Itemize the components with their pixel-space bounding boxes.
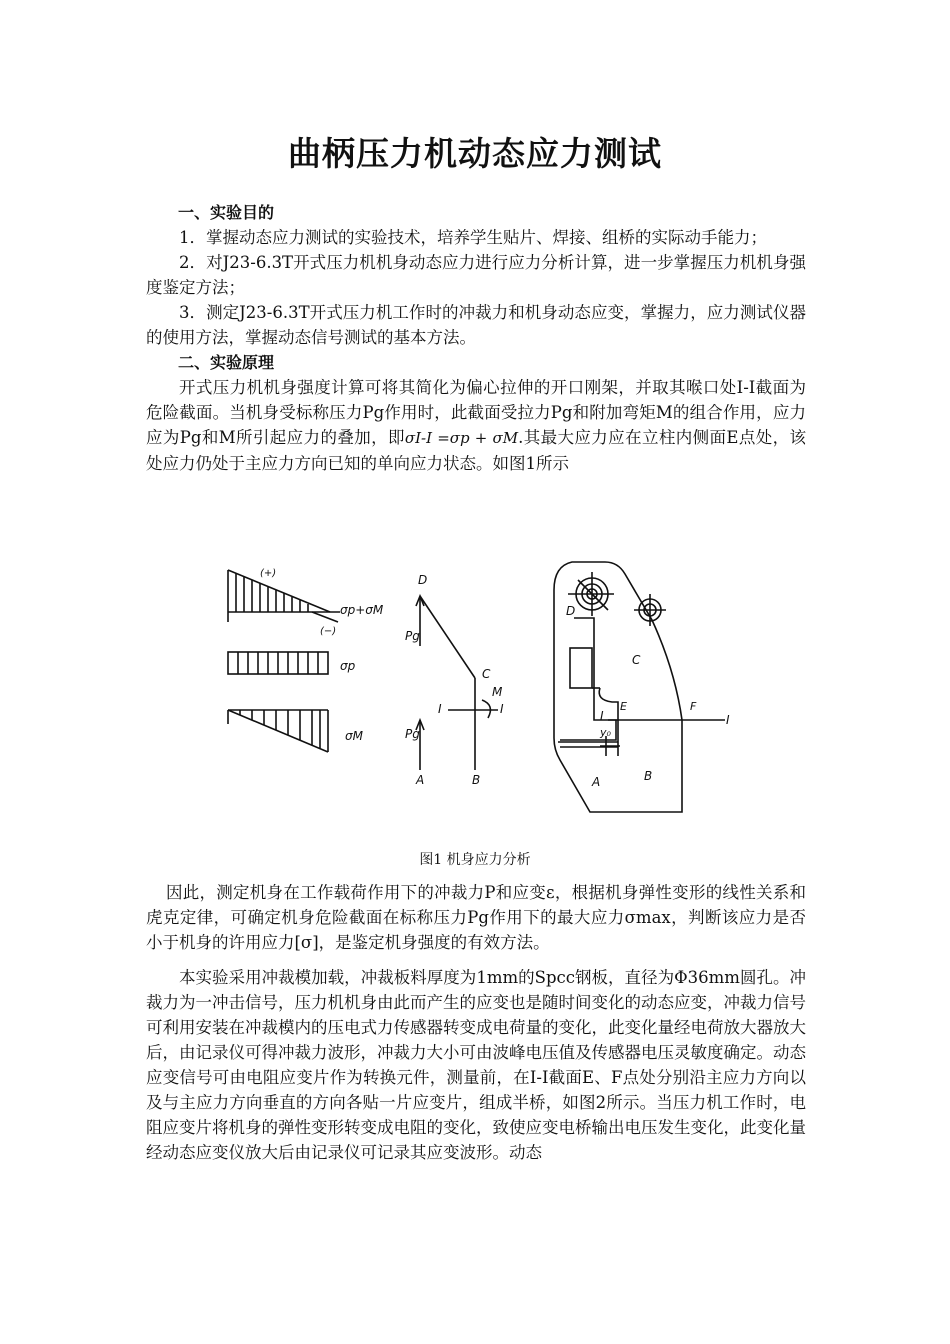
body-text-lower bbox=[146, 880, 806, 1165]
paragraph-method: 因此，测定机身在工作载荷作用下的冲裁力P和应变ε，根据机身弹性变形的线性关系和虎克定律，可确定机身危险截面在标称压力Pg作用下的最大应力σmax，判断该应力是否小于机身的许用应力[σ]，是鉴定机身强度的有效方法。 bbox=[146, 883, 806, 952]
principle-text-b: .其最大应力应在立柱内侧面E点处，该处应力仍处于主应力方向已知的单向应力状态。如图1所示 bbox=[146, 428, 807, 473]
point-e-label: E bbox=[620, 700, 627, 713]
minus-label: (−) bbox=[320, 626, 337, 637]
point-a-label: A bbox=[416, 773, 425, 787]
sum-stress-label: σp+σM bbox=[340, 603, 384, 617]
purpose-item-3: 3．测定J23-6.3T开式压力机工作时的冲裁力和机身动态应变，掌握力，应力测试仪器的使用方法，掌握动态信号测试的基本方法。 bbox=[146, 303, 806, 347]
sigma-p-label: σp bbox=[340, 659, 356, 673]
point-c2-label: C bbox=[632, 653, 641, 667]
plus-label: (+) bbox=[260, 568, 277, 579]
purpose-item-2: 2．对J23-6.3T开式压力机机身动态应力进行应力分析计算，进一步掌握压力机机身强度鉴定方法； bbox=[146, 253, 806, 297]
pg-top-label: Pg bbox=[405, 629, 420, 643]
stress-diagram-sigma-p bbox=[228, 652, 356, 674]
purpose-item-1: 1．掌握动态应力测试的实验技术，培养学生贴片、焊接、组桥的实际动手能力； bbox=[179, 228, 767, 247]
press-frame-diagram bbox=[554, 562, 730, 812]
point-b-label: B bbox=[472, 773, 481, 787]
body-text bbox=[146, 200, 806, 476]
section-i-right-label: I bbox=[500, 702, 504, 716]
point-a2-label: A bbox=[592, 775, 601, 789]
stress-diagram-sigma-m bbox=[228, 710, 364, 752]
figure-caption: 图1 机身应力分析 bbox=[419, 852, 531, 868]
point-b2-label: B bbox=[644, 769, 653, 783]
point-d2-label: D bbox=[566, 604, 576, 618]
stress-diagram-combined bbox=[228, 568, 384, 637]
pg-bottom-label: Pg bbox=[405, 727, 420, 741]
sigma-m-label: σM bbox=[345, 729, 363, 743]
section-i3-label: I bbox=[600, 709, 604, 723]
stress-formula: σI-I =σp + σM bbox=[404, 429, 519, 447]
point-c-label: C bbox=[482, 667, 491, 681]
section-heading-principle: 二、实验原理 bbox=[178, 353, 275, 372]
paragraph-experiment: 本实验采用冲裁模加载，冲裁板料厚度为1mm的Spcc钢板，直径为Φ36mm圆孔。冲裁力为一冲击信号，压力机机身由此而产生的应变也是随时间变化的动态应变，冲裁力信号可利用安装在冲裁模内的压电式力传感器转变成电荷量的变化，此变化量经电荷放大器放大后，由记录仪可得冲裁力波形，冲裁力大小可由波峰电压值及传感器电压灵敏度确定。动态应变信号可由电阻应变片作为转换元件，测量前，在I-I截面E、F点处分别沿主应力方向以及与主应力方向垂直的方向各贴一片应变片，组成半桥，如图2所示。当压力机工作时，电阻应变片将机身的弹性变形转变成电阻的变化，致使应变电桥输出电压发生变化，此变化量经动态应变仪放大后由记录仪可记录其应变波形。动态 bbox=[146, 968, 806, 1162]
page-title: 曲柄压力机动态应力测试 bbox=[288, 134, 662, 173]
point-d-label: D bbox=[418, 573, 428, 587]
section-heading-purpose: 一、实验目的 bbox=[178, 203, 275, 222]
frame-stress-figure bbox=[220, 560, 740, 830]
principle-text-a: 开式压力机机身强度计算可将其简化为偏心拉伸的开口刚架，并取其喉口处I-I截面为危险截面。当机身受标称压力Pg作用时，此截面受拉力Pg和附加弯矩M的组合作用，应力应为Pg和M所引起应力的叠加，即 bbox=[146, 378, 806, 447]
moment-m-label: M bbox=[492, 685, 503, 699]
simplified-frame-diagram bbox=[405, 573, 504, 787]
principle-paragraph bbox=[146, 375, 806, 476]
y0-label: y₀ bbox=[600, 726, 611, 739]
point-f-label: F bbox=[690, 700, 697, 713]
section-i4-label: I bbox=[726, 713, 730, 727]
section-i-left-label: I bbox=[438, 702, 442, 716]
